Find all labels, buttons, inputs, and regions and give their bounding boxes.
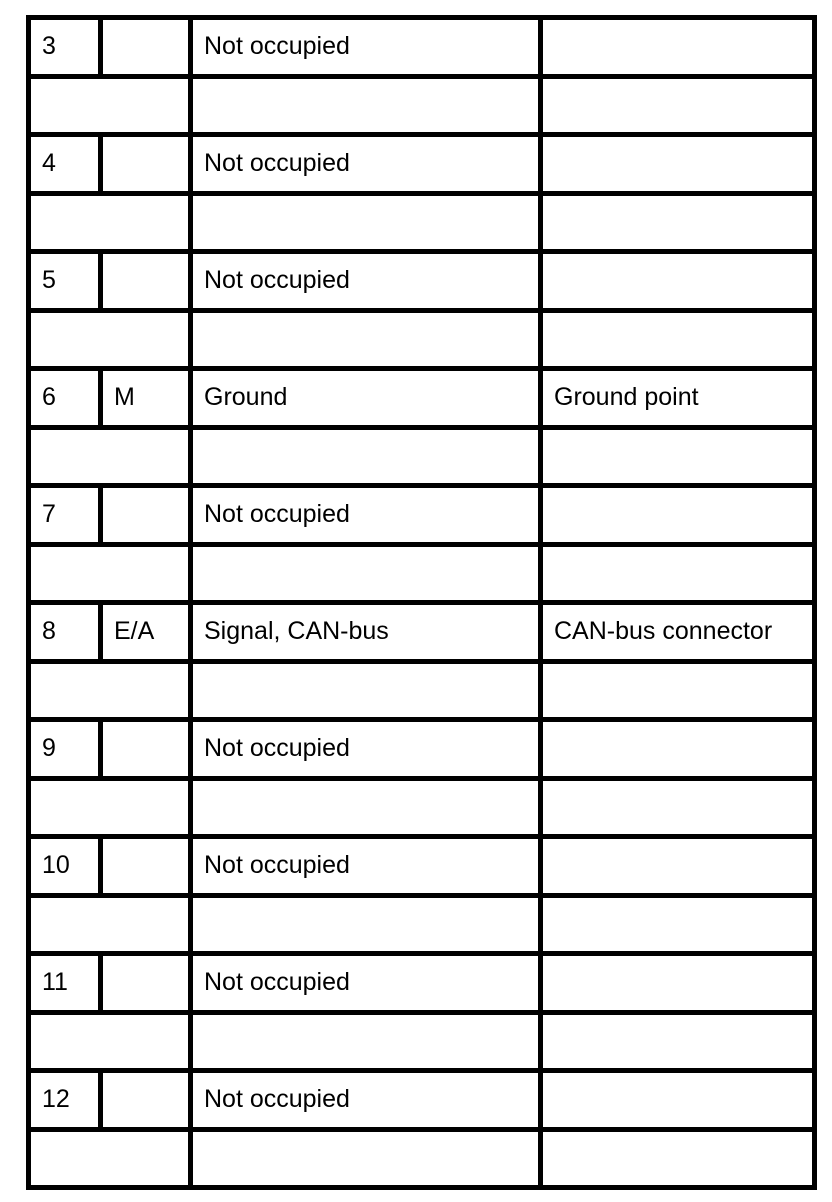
table-row: [29, 135, 815, 194]
pin-function-cell: Not occupied: [191, 486, 541, 545]
pin-number-cell: 9: [29, 720, 101, 779]
spacer-cell: [29, 76, 191, 135]
pin-function-cell: Not occupied: [191, 135, 541, 194]
pin-type-cell: [101, 954, 191, 1013]
pin-number-cell: 11: [29, 954, 101, 1013]
spacer-cell: [541, 193, 815, 252]
spacer-cell: [29, 310, 191, 369]
pin-type-cell: [101, 486, 191, 545]
pin-number-cell: 3: [29, 18, 101, 77]
pin-function-cell: Ground: [191, 369, 541, 428]
table-row: [29, 954, 815, 1013]
pin-type-cell: [101, 135, 191, 194]
pin-number-cell: 10: [29, 837, 101, 896]
spacer-cell: [29, 1012, 191, 1071]
spacer-cell: [29, 544, 191, 603]
table-spacer-row: [29, 193, 815, 252]
pin-function-cell: Not occupied: [191, 954, 541, 1013]
table-spacer-row: [29, 661, 815, 720]
spacer-cell: [191, 661, 541, 720]
table-spacer-row: [29, 544, 815, 603]
pin-destination-cell: Ground point: [541, 369, 815, 428]
pin-type-cell: M: [101, 369, 191, 428]
spacer-cell: [29, 661, 191, 720]
spacer-cell: [191, 544, 541, 603]
spacer-cell: [541, 661, 815, 720]
spacer-cell: [29, 778, 191, 837]
table-row: [29, 369, 815, 428]
pin-destination-cell: [541, 135, 815, 194]
spacer-cell: [541, 895, 815, 954]
pin-destination-cell: [541, 837, 815, 896]
pin-destination-cell: CAN-bus connector: [541, 603, 815, 662]
spacer-cell: [541, 1012, 815, 1071]
pin-destination-cell: [541, 252, 815, 311]
table-row: [29, 1071, 815, 1130]
spacer-cell: [541, 310, 815, 369]
pin-type-cell: [101, 720, 191, 779]
pin-function-cell: Not occupied: [191, 837, 541, 896]
pin-destination-cell: [541, 18, 815, 77]
pin-function-cell: Signal, CAN-bus: [191, 603, 541, 662]
spacer-cell: [191, 1129, 541, 1188]
table-row: [29, 603, 815, 662]
spacer-cell: [29, 427, 191, 486]
spacer-cell: [191, 895, 541, 954]
table-row: [29, 837, 815, 896]
table-row: [29, 18, 815, 77]
table-spacer-row: [29, 778, 815, 837]
pin-type-cell: [101, 252, 191, 311]
spacer-cell: [191, 193, 541, 252]
pin-number-cell: 12: [29, 1071, 101, 1130]
pin-table-body: [29, 18, 815, 1188]
pin-type-cell: [101, 837, 191, 896]
spacer-cell: [29, 193, 191, 252]
table-row: [29, 486, 815, 545]
spacer-cell: [29, 1129, 191, 1188]
table-spacer-row: [29, 310, 815, 369]
spacer-cell: [191, 76, 541, 135]
pin-number-cell: 5: [29, 252, 101, 311]
table-row: [29, 720, 815, 779]
spacer-cell: [29, 895, 191, 954]
table-spacer-row: [29, 76, 815, 135]
spacer-cell: [541, 427, 815, 486]
pin-number-cell: 7: [29, 486, 101, 545]
table-spacer-row: [29, 895, 815, 954]
pin-destination-cell: [541, 954, 815, 1013]
pin-destination-cell: [541, 486, 815, 545]
spacer-cell: [191, 1012, 541, 1071]
spacer-cell: [541, 76, 815, 135]
table-spacer-row: [29, 427, 815, 486]
pin-number-cell: 4: [29, 135, 101, 194]
spacer-cell: [191, 310, 541, 369]
table-spacer-row: [29, 1129, 815, 1188]
pin-number-cell: 8: [29, 603, 101, 662]
pin-type-cell: [101, 1071, 191, 1130]
pin-function-cell: Not occupied: [191, 1071, 541, 1130]
pin-function-cell: Not occupied: [191, 252, 541, 311]
spacer-cell: [191, 778, 541, 837]
pin-number-cell: 6: [29, 369, 101, 428]
spacer-cell: [541, 544, 815, 603]
pin-function-cell: Not occupied: [191, 18, 541, 77]
table-row: [29, 252, 815, 311]
pin-function-cell: Not occupied: [191, 720, 541, 779]
pin-destination-cell: [541, 1071, 815, 1130]
spacer-cell: [191, 427, 541, 486]
pin-assignment-table: [26, 15, 817, 1190]
spacer-cell: [541, 778, 815, 837]
pin-destination-cell: [541, 720, 815, 779]
pin-type-cell: [101, 18, 191, 77]
table-spacer-row: [29, 1012, 815, 1071]
spacer-cell: [541, 1129, 815, 1188]
pin-type-cell: E/A: [101, 603, 191, 662]
